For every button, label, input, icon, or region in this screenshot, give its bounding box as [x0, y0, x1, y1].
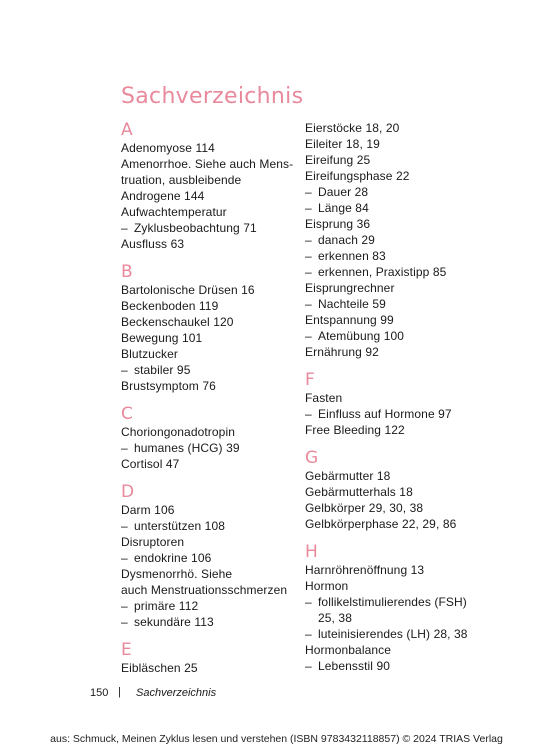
entry-text: 25, 38	[318, 611, 352, 625]
entry-text: Eibläschen 25	[121, 661, 198, 675]
index-subentry	[305, 296, 505, 312]
entry-text: Gebärmutter 18	[305, 469, 391, 483]
entry-text: Nachteile 59	[318, 297, 386, 311]
index-entry	[305, 422, 505, 438]
entry-text: Eileiter 18, 19	[305, 137, 380, 151]
subentry-dash: –	[305, 185, 312, 199]
index-entry	[121, 188, 301, 204]
index-subentry	[305, 232, 505, 248]
entry-text: Amenorrhoe. Siehe auch Mens-	[121, 157, 294, 171]
index-entry	[305, 152, 505, 168]
entry-text: Bartolonische Drüsen 16	[121, 283, 255, 297]
index-entry	[121, 140, 301, 156]
subentry-dash: –	[121, 363, 128, 377]
index-entry	[121, 298, 301, 314]
index-entry	[121, 314, 301, 330]
subentry-dash: –	[305, 297, 312, 311]
footer-separator: |	[118, 686, 121, 698]
index-entry	[305, 216, 505, 232]
entry-text: Dysmenorrhö. Siehe	[121, 567, 233, 581]
subentry-dash: –	[305, 329, 312, 343]
entry-text: Hormon	[305, 579, 349, 593]
entry-text: Länge 84	[318, 201, 369, 215]
index-subentry	[305, 184, 505, 200]
entry-text: danach 29	[318, 233, 375, 247]
entry-text: Eireifung 25	[305, 153, 371, 167]
index-section	[121, 482, 301, 630]
index-entry	[305, 168, 505, 184]
subentry-dash: –	[305, 233, 312, 247]
section-letter: F	[305, 370, 315, 390]
entry-text: sekundäre 113	[134, 615, 214, 629]
page-number: 150	[90, 687, 109, 699]
index-section	[305, 542, 505, 674]
entry-text: endokrine 106	[134, 551, 212, 565]
entry-text: Einfluss auf Hormone 97	[318, 407, 452, 421]
section-letter: G	[305, 448, 319, 468]
entry-text: Ernährung 92	[305, 345, 379, 359]
index-entry	[121, 534, 301, 550]
index-subentry	[121, 598, 301, 614]
index-entry	[305, 390, 505, 406]
entry-text: Adenomyose 114	[121, 141, 215, 155]
index-subentry	[121, 614, 301, 630]
index-entry	[305, 500, 505, 516]
subentry-dash: –	[121, 615, 128, 629]
entry-text: erkennen 83	[318, 249, 386, 263]
index-entry	[121, 456, 301, 472]
index-entry	[121, 378, 301, 394]
subentry-dash: –	[305, 627, 312, 641]
entry-text: luteinisierendes (LH) 28, 38	[318, 627, 468, 641]
index-entry	[305, 312, 505, 328]
entry-text: unterstützen 108	[134, 519, 225, 533]
entry-text: Gelbkörper 29, 30, 38	[305, 501, 424, 515]
entry-text: Gelbkörperphase 22, 29, 86	[305, 517, 457, 531]
entry-text: Brustsymptom 76	[121, 379, 216, 393]
index-entry	[121, 282, 301, 298]
index-entry	[305, 344, 505, 360]
index-subentry	[121, 362, 301, 378]
index-section	[121, 120, 301, 252]
footer-section-name: Sachverzeichnis	[136, 687, 217, 699]
index-entry	[305, 562, 505, 578]
entry-text: Choriongonadotropin	[121, 425, 235, 439]
index-entry	[121, 502, 301, 518]
entry-text: Blutzucker	[121, 347, 179, 361]
section-letter: C	[121, 404, 133, 424]
index-subentry	[305, 264, 505, 280]
entry-text: humanes (HCG) 39	[134, 441, 240, 455]
subentry-dash: –	[305, 407, 312, 421]
entry-text: Bewegung 101	[121, 331, 203, 345]
index-subentry	[305, 626, 505, 642]
index-subentry	[121, 550, 301, 566]
index-subentry	[121, 518, 301, 534]
entry-text: Beckenschaukel 120	[121, 315, 234, 329]
index-entry	[305, 468, 505, 484]
entry-text: Entspannung 99	[305, 313, 394, 327]
index-column-left	[121, 120, 301, 676]
index-subentry	[305, 658, 505, 674]
entry-text: Eisprung 36	[305, 217, 371, 231]
subentry-dash: –	[121, 551, 128, 565]
entry-text: Cortisol 47	[121, 457, 180, 471]
index-entry	[121, 156, 301, 172]
entry-text: Harnröhrenöffnung 13	[305, 563, 425, 577]
source-credit: aus: Schmuck, Meinen Zyklus lesen und verstehen (ISBN 9783432118857) © 2024 TRIAS Verlag	[50, 733, 503, 745]
section-letter: A	[121, 120, 133, 140]
entry-text: Zyklusbeobachtung 71	[134, 221, 257, 235]
index-section	[305, 370, 505, 438]
entry-text: Lebensstil 90	[318, 659, 391, 673]
index-entry	[305, 280, 505, 296]
subentry-dash: –	[305, 201, 312, 215]
page-title: Sachverzeichnis	[121, 84, 304, 109]
entry-text: Eireifungsphase 22	[305, 169, 410, 183]
index-section	[121, 262, 301, 394]
index-entry	[121, 346, 301, 362]
index-entry	[121, 330, 301, 346]
index-subentry	[121, 440, 301, 456]
index-subentry	[121, 220, 301, 236]
section-letter: E	[121, 640, 132, 660]
entry-text: truation, ausbleibende	[121, 173, 242, 187]
index-entry	[121, 660, 301, 676]
index-entry	[305, 136, 505, 152]
entry-text: Disruptoren	[121, 535, 185, 549]
index-section	[121, 640, 301, 676]
index-entry	[305, 120, 505, 136]
entry-text: Beckenboden 119	[121, 299, 219, 313]
entry-text: Fasten	[305, 391, 343, 405]
entry-text: stabiler 95	[134, 363, 191, 377]
index-subentry	[305, 200, 505, 216]
index-entry	[305, 642, 505, 658]
entry-text: follikelstimulierendes (FSH)	[318, 595, 467, 609]
entry-text: Atemübung 100	[318, 329, 405, 343]
index-entry	[305, 484, 505, 500]
entry-text: Gebärmutterhals 18	[305, 485, 413, 499]
entry-text: Eierstöcke 18, 20	[305, 121, 400, 135]
index-section	[121, 404, 301, 472]
subentry-dash: –	[121, 519, 128, 533]
entry-text: Dauer 28	[318, 185, 369, 199]
index-section	[305, 120, 505, 360]
section-letter: H	[305, 542, 318, 562]
index-entry	[121, 424, 301, 440]
index-entry	[305, 578, 505, 594]
index-subentry	[305, 594, 505, 610]
subentry-dash: –	[305, 595, 312, 609]
index-entry	[121, 172, 301, 188]
entry-text: Aufwachtemperatur	[121, 205, 227, 219]
entry-text: Hormonbalance	[305, 643, 392, 657]
index-column-right	[305, 120, 505, 674]
index-entry	[121, 566, 301, 582]
entry-text: Darm 106	[121, 503, 175, 517]
entry-text: erkennen, Praxistipp 85	[318, 265, 447, 279]
subentry-dash: –	[121, 441, 128, 455]
index-entry	[121, 582, 301, 598]
index-entry	[305, 516, 505, 532]
subentry-dash: –	[305, 249, 312, 263]
entry-text: auch Menstruationsschmerzen	[121, 583, 288, 597]
subentry-dash: –	[305, 265, 312, 279]
entry-text: Eisprungrechner	[305, 281, 395, 295]
index-entry	[121, 236, 301, 252]
subentry-dash: –	[305, 659, 312, 673]
index-subentry	[305, 328, 505, 344]
index-section	[305, 448, 505, 532]
index-entry	[121, 204, 301, 220]
entry-text: Androgene 144	[121, 189, 205, 203]
entry-text: primäre 112	[134, 599, 199, 613]
entry-text: Ausfluss 63	[121, 237, 185, 251]
section-letter: D	[121, 482, 135, 502]
index-subentry	[305, 248, 505, 264]
subentry-dash: –	[121, 221, 128, 235]
subentry-dash: –	[121, 599, 128, 613]
index-subentry	[305, 406, 505, 422]
index-entry	[305, 610, 505, 626]
section-letter: B	[121, 262, 133, 282]
entry-text: Free Bleeding 122	[305, 423, 405, 437]
